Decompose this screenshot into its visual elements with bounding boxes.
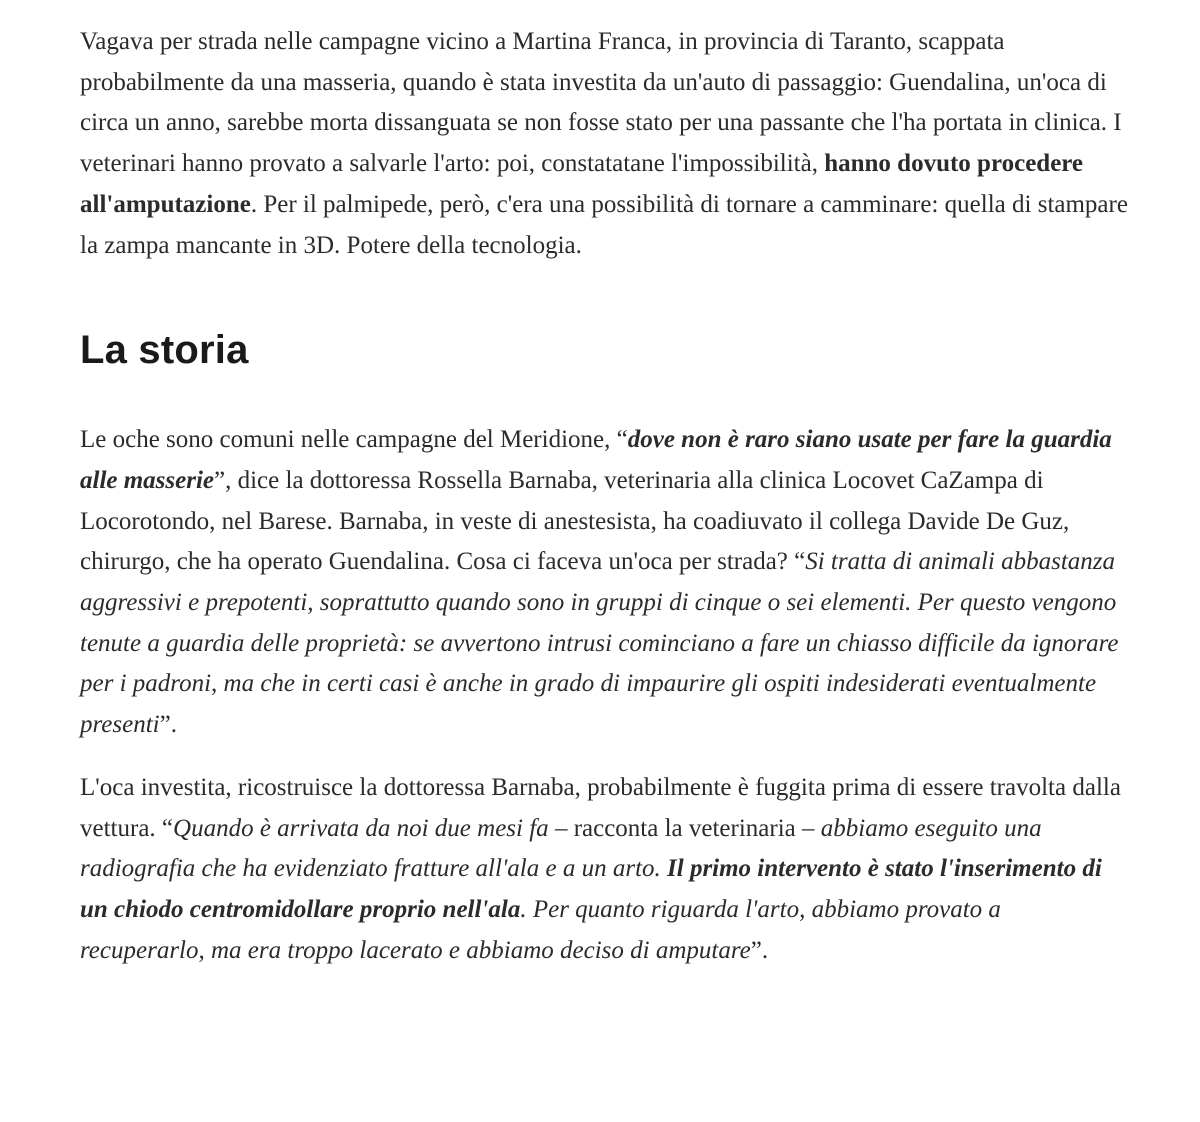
- story-paragraph-2: [80, 768, 1130, 972]
- text-span: ”.: [159, 711, 177, 739]
- italic-quote: abbiamo eseguito una radiografia che ha evidenziato fratture all'ala e a un arto.: [80, 814, 1042, 883]
- italic-span: Il primo intervento è stato l'inserimento di un chiodo centromidollare proprio nell'ala: [80, 855, 1102, 923]
- text-span: ”, dice la dottoressa Rossella Barnaba, veterinaria alla clinica Locovet CaZampa di Locorotondo, nel Barese. Barnaba, in veste di anestesista, ha coadiuvato il collega Davide De Guz, chirurgo, che ha operato Guendalina. Cosa ci faceva un'oca per strada? “: [80, 466, 1070, 576]
- article-body: [80, 22, 1130, 971]
- section-heading: La storia: [80, 328, 249, 373]
- text-span: . Per il palmipede, però, c'era una possibilità di tornare a camminare: quella di stampare la zampa mancante in 3D. Potere della tecnologia.: [80, 190, 1128, 259]
- italic-quote: . Per quanto riguarda l'arto, abbiamo provato a recuperarlo, ma era troppo lacerato e abbiamo deciso di amputare: [80, 895, 1001, 964]
- text-span: – racconta la veterinaria –: [548, 814, 821, 842]
- text-span: Vagava per strada nelle campagne vicino a Martina Franca, in provincia di Taranto, scappata probabilmente da una masseria, quando è stata investita da un'auto di passaggio: Guendalina, un'oca di circa un anno, sarebbe morta dissanguata se non fosse stato per una passante che l'ha portata in clinica. I veterinari hanno provato a salvarle l'arto: poi, constatatane l'impossibilità,: [80, 28, 1122, 178]
- italic-span: dove non è raro siano usate per fare la guardia alle masserie: [80, 426, 1112, 494]
- story-paragraph-1: [80, 420, 1130, 746]
- bold-phrase: hanno dovuto procedere all'amputazione: [80, 150, 1084, 218]
- italic-quote: Si tratta di animali abbastanza aggressivi e prepotenti, soprattutto quando sono in gruppi di cinque o sei elementi. Per questo vengono tenute a guardia delle proprietà: se avvertono intrusi cominciano a fare un chiasso difficile da ignorare per i padroni, ma che in certi casi è anche in grado di impaurire gli ospiti indesiderati eventualmente presenti: [80, 548, 1119, 739]
- intro-paragraph: [80, 22, 1130, 266]
- text-span: L'oca investita, ricostruisce la dottoressa Barnaba, probabilmente è fuggita prima di essere travolta dalla vettura. “: [80, 773, 1121, 842]
- text-span: Le oche sono comuni nelle campagne del Meridione, “: [80, 426, 628, 454]
- text-span: ”.: [750, 936, 769, 964]
- italic-quote: Quando è arrivata da noi due mesi fa: [173, 814, 549, 842]
